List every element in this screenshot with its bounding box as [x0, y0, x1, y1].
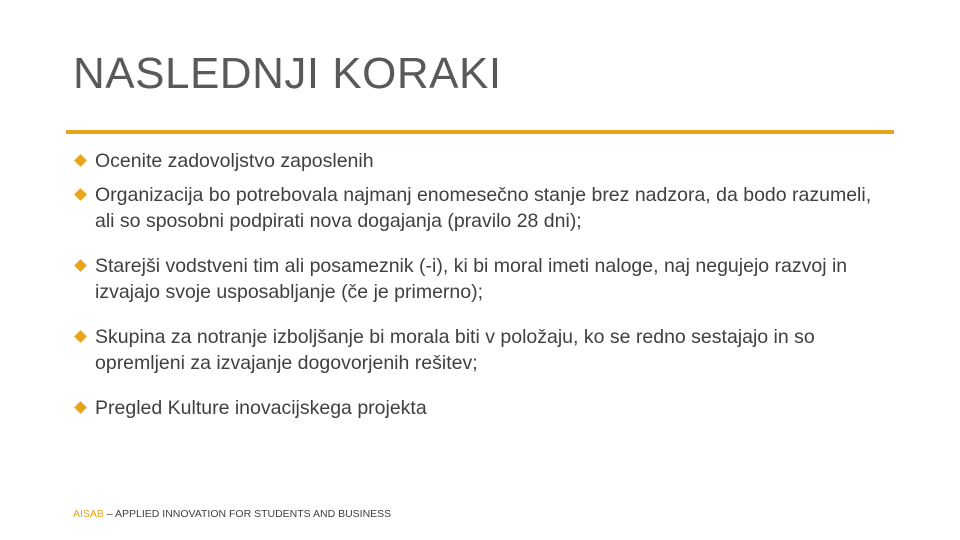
footer	[73, 508, 391, 520]
diamond-bullet-icon	[74, 330, 87, 343]
diamond-bullet-icon	[74, 188, 87, 201]
bullet-item	[74, 324, 874, 376]
footer-brand: AISAB	[73, 508, 104, 520]
bullet-text: Pregled Kulture inovacijskega projekta	[95, 397, 427, 419]
bullet-item	[74, 253, 874, 305]
footer-text: – APPLIED INNOVATION FOR STUDENTS AND BUSINESS	[103, 508, 392, 520]
bullet-text: Skupina za notranje izboljšanje bi morala biti v položaju, ko se redno sestajajo in so opremljeni za izvajanje dogovorjenih rešitev;	[95, 326, 815, 374]
diamond-bullet-icon	[74, 259, 87, 272]
bullet-text: Ocenite zadovoljstvo zaposlenih	[95, 150, 374, 172]
bullet-text: Starejši vodstveni tim ali posameznik (-i), ki bi moral imeti naloge, naj negujejo razvoj in izvajajo svoje usposabljanje (če je primerno);	[95, 255, 848, 303]
diamond-bullet-icon	[74, 154, 87, 167]
diamond-bullet-icon	[74, 401, 87, 414]
bullet-item	[74, 395, 874, 421]
bullet-text: Organizacija bo potrebovala najmanj enomesečno stanje brez nadzora, da bodo razumeli, ali so sposobni podpirati nova dogajanja (pravilo 28 dni);	[95, 184, 872, 232]
title-divider	[66, 130, 894, 134]
bullet-list	[74, 148, 874, 429]
bullet-item	[74, 182, 874, 234]
bullet-item	[74, 148, 874, 174]
slide-title: NASLEDNJI KORAKI	[73, 49, 502, 98]
